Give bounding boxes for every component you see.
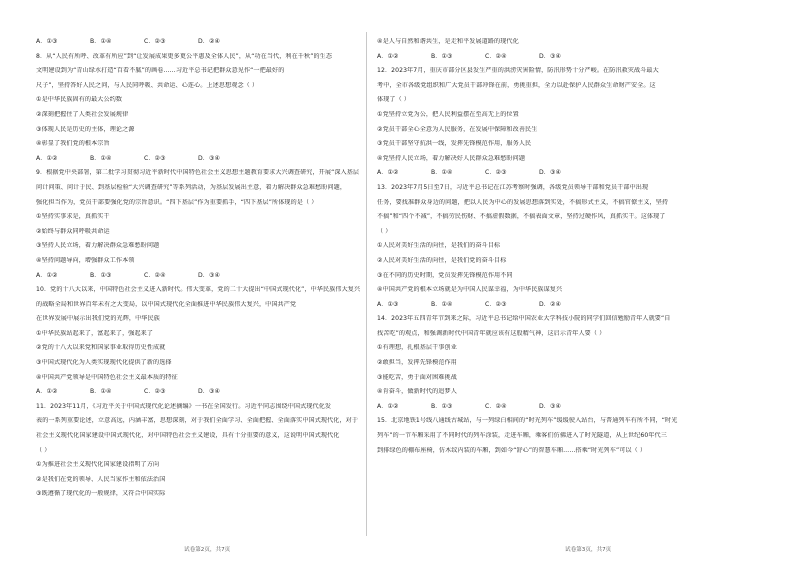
question-12-line: 考中，全市各级党组织和广大党员干部冲锋在前，勇挑重担，全力以赴保护人民群众生命财产安全。这 (377, 81, 656, 89)
question-8-line: 8．从“人民有所呼、改革有所应”到“让发展成果更多更公平惠及全体人民”，从“功在当代，利在千秋”的生态 (36, 52, 333, 60)
question-15-line: 到排绿色的棚布座椅，仿木纹内装的车厢，到如今“舒心”的智慧车厢……搭乘“时光列车”可以（ ） (377, 446, 647, 454)
option-b: B．①④ (90, 38, 112, 45)
option-a: A．①③ (377, 300, 399, 308)
option-c: C．②③ (144, 38, 166, 45)
option-c: C．②③ (144, 154, 166, 162)
question-13-item: ②人民对美好生活的向往，是我们党的奋斗目标 (377, 256, 507, 264)
option-b: B．①③ (90, 271, 112, 279)
option-d: D．③④ (198, 271, 221, 279)
option-c: C．②④ (485, 52, 507, 60)
question-8-line: 文明建设到为“青山绿水打造“百看不腻”的画卷……习近平总书记把群众意见作“一把最好的 (36, 67, 285, 75)
question-14-item: ①有理想，扎根基层干事创业 (377, 344, 457, 352)
question-options (377, 53, 711, 60)
question-11-line: （ ） (36, 446, 51, 454)
question-9-line: 强化担当作为，党员干部要强化党的宗旨意识。“四下基层”作为重要抓手，“四下基层”所体现的是（ ） (36, 198, 318, 206)
question-13-item: ①人民对美好生活的向往，是我们的奋斗目标 (377, 242, 501, 250)
question-14-line: 找苦吃”的观点，和强调新时代中国青年就应该有这股精气神，这启示青年人要（ ） (377, 329, 606, 337)
option-d: D．③④ (198, 154, 221, 162)
option-d: D．③④ (539, 402, 562, 410)
question-11-item: ①为推进社会主义现代化国家建设指明了方向 (36, 461, 160, 469)
question-9-line: 9．根据党中央部署，第二批学习贯彻习近平新时代中国特色社会主义思想主题教育要求大兴调查研究，开展“深入基层 (36, 169, 360, 177)
question-8-item: ④彰显了我们党的根本宗旨 (36, 140, 110, 148)
option-a: A．①② (377, 169, 399, 177)
question-10-item: ②党的十八大以来党和国家事业取得历史性成就 (36, 344, 166, 352)
option-c: C．②④ (144, 271, 166, 279)
option-b: B．①④ (431, 300, 453, 308)
option-a: A．①② (36, 154, 58, 162)
option-d: D．②④ (198, 38, 221, 45)
question-8-item: ②深刻把握住了人类社会发展规律 (36, 110, 129, 118)
question-9-item: ③坚持人民立场，着力解决群众急难愁盼问题 (36, 242, 160, 250)
option-b: B．①③ (431, 52, 453, 60)
option-d: D．③④ (198, 388, 221, 396)
option-a: A．①② (36, 388, 58, 396)
option-a: A．①② (377, 52, 399, 60)
question-11-item: ④是人与自然和谐共生，是走和平发展道路的现代化 (377, 38, 519, 45)
question-12-item: ②党员干部全心全意为人民服务，在发展中保障和改善民生 (377, 125, 538, 133)
question-13-line: 13．2023年7月5日至7日，习近平总书记在江苏考察时强调，各级党员领导干部和党员干部中出现 (377, 183, 649, 191)
option-b: B．①④ (90, 388, 112, 396)
question-11-line: 社会主义现代化国家建设中国式现代化，对中国特色社会主义建设，具有十分重要的意义，这说明中国式现代化 (36, 432, 340, 440)
question-8-item: ③体现人民是历史的主体，理论之源 (36, 125, 135, 133)
question-14-line: 14．2023年五四青年节到来之际，习近平总书记给中国农业大学科技小院的同学们回信勉励青年人就要“自 (377, 315, 671, 323)
option-c: C．②④ (485, 402, 507, 410)
question-12-item: ④党坚持人民立场，着力解决好人民群众急难愁盼问题 (377, 154, 526, 162)
question-8-line: 尺子”，坚持答好人民之问，与人民同呼吸、共命运、心连心。上述思想观念（ ） (36, 81, 259, 89)
question-9-line: 问计问策、问计于民、到基层检验“大兴调查研究”等系列活动，为基层发展出主意，着力解决群众急难愁盼问题， (36, 183, 347, 191)
question-options (36, 155, 370, 162)
option-b: B．①③ (431, 402, 453, 410)
question-9-item: ②始终与群众同呼吸共命运 (36, 227, 110, 235)
question-9-item: ①坚持实事求是，真抓实干 (36, 213, 110, 221)
question-13-line: 任务，要找准群众身边的问题，把以人民为中心的发展思想落到实处，不搞形式主义，不搞官僚主义，坚持 (377, 198, 669, 206)
option-c: C．②③ (144, 388, 166, 396)
question-12-line: 体现了（ ） (377, 96, 411, 104)
question-13-item: ④中国共产党的根本立场就是为中国人民谋幸福，为中华民族谋复兴 (377, 286, 563, 294)
option-a: A．①② (36, 271, 58, 279)
page-number-right: 试卷第3页，共7页 (565, 547, 612, 553)
option-b: B．①④ (90, 154, 112, 162)
question-14-item: ③能吃苦，勇于面对困难挑战 (377, 373, 457, 381)
question-13-line: 不搞”和“四个不减”，不搞劳民伤财、不搞虚假数据，不搞表面文章，坚持过硬作风，真抓实干。这体现了 (377, 213, 666, 221)
question-9-item: ④坚持问题导向，增强群众工作本领 (36, 256, 135, 264)
question-12-line: 12．2023年7月，重庆市部分区县发生严重的洪涝灾害险情，防汛形势十分严峻。在防汛救灾战斗最大 (377, 67, 659, 75)
right-column (377, 38, 711, 461)
question-options (36, 38, 370, 45)
left-column (36, 38, 370, 505)
question-10-item: ①中华民族站起来了，富起来了，强起来了 (36, 329, 154, 337)
question-14-item: ②敢担当，发挥先锋模范作用 (377, 359, 457, 367)
question-15-line: 15．北京地铁1号线八通线古城站，与一列绿白相间的“时光列车”缓缓驶入站台，与普通列车有所不同，“时光 (377, 417, 678, 425)
option-d: D．②④ (539, 300, 562, 308)
question-13-line: （ ） (377, 227, 392, 235)
question-12-item: ③党员干部坚守抗洪一线，发挥先锋模范作用，服务人民 (377, 140, 532, 148)
question-11-item: ③既遵循了现代化的一般规律，又符合中国实际 (36, 490, 166, 498)
question-options (36, 272, 370, 279)
option-d: D．③④ (539, 52, 562, 60)
option-c: C．②③ (485, 300, 507, 308)
question-options (377, 301, 711, 308)
page-number-left: 试卷第2页，共7页 (184, 547, 231, 553)
question-options (36, 388, 370, 395)
question-10-item: ③中国式现代化为人类实现现代化提供了新的选择 (36, 359, 172, 367)
question-12-item: ①党坚持立党为公，把人民利益摆在至高无上的位置 (377, 110, 519, 118)
question-10-line: 的战略全局和世界百年未有之大变局，以中国式现代化全面推进中华民族伟大复兴，中国共产党 (36, 300, 297, 308)
question-11-line: 表的一系列重要论述，立意高远，内涵丰富，思想深刻，对于我们全面学习、全面把握、全面落实中国式现代化，对于 (36, 417, 359, 425)
question-10-line: 在世界发展中展示出我们党的光辉，中华民族 (36, 315, 160, 323)
option-b: B．①④ (431, 169, 453, 177)
question-8-item: ①是中华民族固有的最大公约数 (36, 96, 123, 104)
option-c: C．②③ (485, 169, 507, 177)
question-options (377, 403, 711, 410)
option-d: D．③④ (539, 169, 562, 177)
question-15-line: 列车”的一节车厢采用了不同时代的列车涂装，走进车厢，乘客们仿佛进入了时光隧道，从上世纪60年代三 (377, 432, 667, 440)
option-a: A．①③ (36, 38, 58, 45)
question-10-line: 10．党的十八大以来，中国特色社会主义进入新时代。伟大变革，党的二十大提出“中国式现代化”，中华民族伟大复兴 (36, 286, 361, 294)
question-10-item: ④中国共产党领导是中国特色社会主义最本质的特征 (36, 373, 178, 381)
question-11-item: ②是我们在党的领导、人民当家作主和依法治国 (36, 475, 166, 483)
question-13-item: ③在不同的历史时期，党员发挥先锋模范作用不同 (377, 271, 513, 279)
question-14-item: ④肯奋斗，做新时代的追梦人 (377, 388, 457, 396)
option-a: A．①② (377, 402, 399, 410)
question-11-line: 11．2023年11月，《习近平关于中国式现代化论述摘编》一书在全国发行。习近平同志围绕中国式现代化发 (36, 402, 332, 410)
question-options (377, 169, 711, 176)
